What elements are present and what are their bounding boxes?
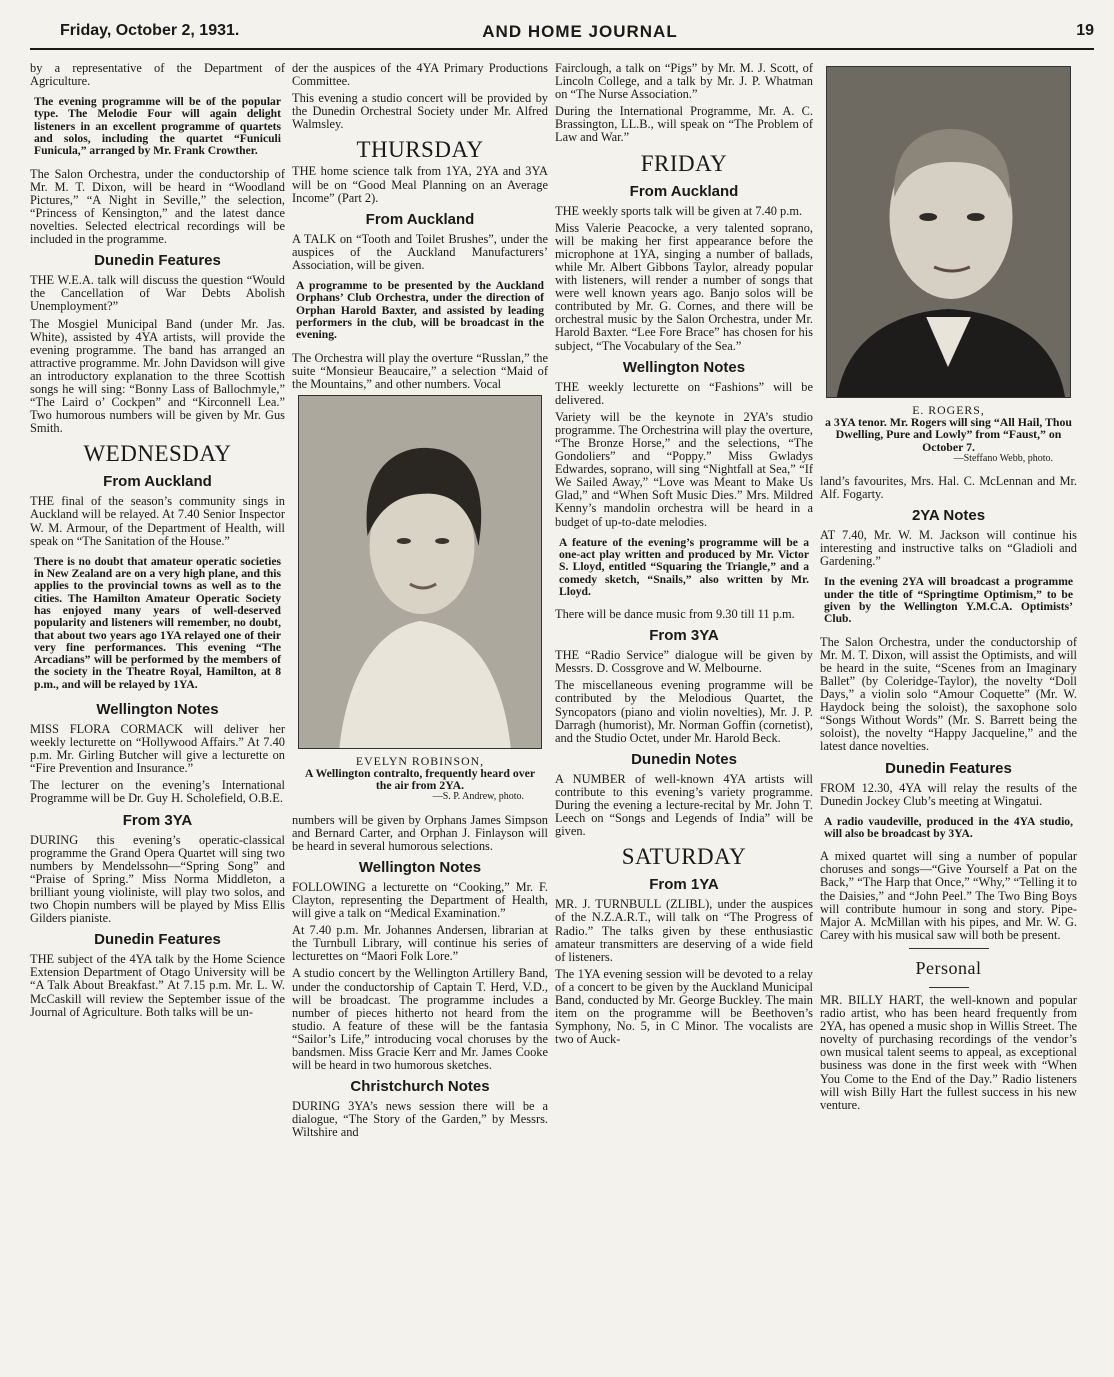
paragraph: THE final of the season’s community sings in Auckland will be relayed. At 7.40 Senior Inspector W. M. Armour, of the Department of Health, will speak on “The Sanitation of the House.” (30, 494, 285, 548)
paragraph: THE “Radio Service” dialogue will be given by Messrs. D. Cossgrove and W. Melbourne. (555, 648, 813, 676)
paragraph: FOLLOWING a lecturette on “Cooking,” Mr. F. Clayton, representing the Department of Health, will give a talk on “Medical Examination.” (292, 879, 548, 921)
paragraph: MR. J. TURNBULL (ZLIBL), under the auspices of the N.Z.A.R.T., will talk on “The Progress of Radio.” The talks given by these enthusiastic amateur transmitters are deserving of a wide field of listeners. (555, 897, 813, 964)
paragraph: AT 7.40, Mr. W. M. Jackson will continue his interesting and instructive talks on “Gladioli and Gardening.” (820, 528, 1077, 569)
paragraph: During the International Programme, Mr. A. C. Brassington, LL.B., will speak on “The Problem of Law and War.” (555, 104, 813, 145)
paragraph: A NUMBER of well-known 4YA artists will contribute to this evening’s variety programme. During the evening a lecture-recital by Mr. John T. Leech on “Songs and Legends of India” will be given. (555, 771, 813, 839)
paragraph: There will be dance music from 9.30 till 11 p.m. (555, 607, 795, 622)
column-1 (30, 62, 285, 1023)
bold-note: In the evening 2YA will broadcast a programme under the title of “Springtime Optimism,” to be given by the Wellington Y.M.C.A. Optimists’ Club. (824, 575, 1073, 626)
caption-name: EVELYN ROBINSON, (355, 753, 485, 768)
portrait-illustration (299, 396, 541, 748)
portrait-photo-evelyn-robinson (298, 395, 542, 749)
section-heading: Dunedin Features (94, 931, 221, 949)
paragraph: The miscellaneous evening programme will be contributed by the Melodious Quartet, the Syncopators (piano and violin novelties), Mr. J. P. Darragh (humorist), Mr. Norman Goffin (cornetist), and the Studio Octet, under Mr. Harold Beck. (555, 678, 813, 745)
section-heading: Dunedin Features (94, 252, 221, 270)
section-heading: Dunedin Features (885, 759, 1012, 777)
section-heading: From 3YA (122, 811, 193, 829)
paragraph: DURING this evening’s operatic-classical programme the Grand Opera Quartet will sing two numbers by Mendelssohn—“Spring Song” and “Praise of Spring.” Miss Norma Middleton, a brilliant young violiniste, will play two solos, and two Chopin numbers will be played by Miss Ellis Gilders pianiste. (30, 832, 285, 926)
paragraph: At 7.40 p.m. Mr. Johannes Andersen, librarian at the Turnbull Library, will continue his series of lecturettes on “Maori Folk Lore.” (292, 923, 548, 964)
paragraph: der the auspices of the 4YA Primary Productions Committee. (292, 61, 548, 89)
caption-credit: —S. P. Andrew, photo. (432, 791, 524, 803)
paragraph: The Salon Orchestra, under the conductorship of Mr. M. T. Dixon, will assist the Optimists, and will be heard in the suite, “Scenes from an Imaginary Ballet” (by Coleridge-Taylor), the novelty “Doll Days,” a violin solo “Amour Coquette” (Mr. W. Haydock being the soloist), the saxophone solo “Songs Without Words” (Mr. S. Barrett being the soloist), the novelty “Happy Jacqueline,” and the latest dance novelties. (820, 634, 1077, 754)
section-heading: Christchurch Notes (350, 1078, 490, 1096)
portrait-photo-e-rogers (826, 66, 1071, 398)
page-number: 19 (1076, 22, 1094, 39)
day-heading-wednesday: WEDNESDAY (83, 441, 232, 467)
section-heading: From 1YA (649, 876, 719, 894)
paragraph: The lecturer on the evening’s International Programme will be Dr. Guy H. Scholefield, O.B.E. (30, 778, 285, 806)
caption-text: A Wellington contralto, frequently heard over the air from 2YA. (304, 766, 536, 793)
day-heading-thursday: THURSDAY (356, 137, 484, 163)
paragraph: MR. BILLY HART, the well-known and popular radio artist, who has been heard frequently from 2YA, has opened a music shop in Willis Street. The novelty of purchasing recordings of the vendor’s own musical talent seems to appeal, as exceptional business was done in the first week with “When You Come to the End of the Day.” Radio listeners will wish Billy Hart the fullest success in his new venture. (820, 992, 1077, 1112)
section-heading-personal: Personal (915, 957, 982, 978)
paragraph: THE home science talk from 1YA, 2YA and 3YA will be on “Good Meal Planning on an Average Income” (Part 2). (292, 164, 548, 205)
divider (929, 987, 969, 988)
paragraph: land’s favourites, Mrs. Hal. C. McLennan and Mr. Alf. Fogarty. (820, 474, 1077, 502)
caption-credit: —Steffano Webb, photo. (953, 452, 1053, 464)
photo-caption (824, 404, 1073, 465)
section-heading: From Auckland (629, 182, 739, 200)
paragraph: The Salon Orchestra, under the conductorship of Mr. M. T. Dixon, will be heard in “Woodland Pictures,” “A Night in Seville,” the selection, “Princess of Kensington,” and the latest dance novelties. Selected electrical recordings will be included in the programme. (30, 166, 285, 247)
paragraph: THE weekly lecturette on “Fashions” will be delivered. (555, 379, 813, 407)
section-heading: Wellington Notes (96, 701, 219, 718)
section-heading: From Auckland (103, 473, 212, 491)
paragraph: THE weekly sports talk will be given at 7.40 p.m. (555, 203, 803, 218)
paragraph: by a representative of the Department of Agriculture. (30, 61, 285, 89)
section-heading: Wellington Notes (622, 358, 746, 376)
day-heading-saturday: SATURDAY (621, 844, 747, 870)
masthead (30, 22, 1094, 50)
paragraph: THE W.E.A. talk will discuss the question “Would the Cancellation of War Debts Abolish Unemployment?” (30, 273, 285, 314)
paragraph: A TALK on “Tooth and Toilet Brushes”, under the auspices of the Auckland Manufacturers’ Association, will be given. (292, 231, 548, 272)
paragraph: This evening a studio concert will be provided by the Dunedin Orchestral Society under Mr. Alfred Walmsley. (292, 91, 548, 132)
divider (909, 948, 989, 949)
paragraph: FROM 12.30, 4YA will relay the results of the Dunedin Jockey Club’s meeting at Wingatui. (820, 780, 1077, 808)
paragraph: Variety will be the keynote in 2YA’s studio programme. The Orchestrina will play the overture, “The Bronze Horse,” and the selections, “The Gondoliers” and “Poppy.” Miss Gwladys Edwardes, soprano, will sing “Nightfall at Sea,” “If We Sailed Away,” “Love was Meant to Make Us Glad,” and “When Soft Music Dies.” Mrs. Mildred Kenny’s mandolin orchestra will be heard in a budget of up-to-date melodies. (555, 409, 813, 529)
paragraph: The 1YA evening session will be devoted to a relay of a concert to be given by the Auckland Municipal Band, conducted by Mr. George Buckley. The main item on the programme will be Beethoven’s Symphony, No. 5, in C Minor. The vocalists are two of Auck- (555, 966, 813, 1047)
paragraph: A studio concert by the Wellington Artillery Band, under the conductorship of Captain T. Herd, V.D., will be broadcast. The programme includes a number of pieces hitherto not heard from the studio. A feature of these will be the fantasia “Sailor’s Life,” introducing vocal choruses by the bandsmen. Miss Gracie Kerr and Mr. James Cooke will be heard in two humorous sketches. (292, 966, 548, 1073)
paragraph: DURING 3YA’s news session there will be a dialogue, “The Story of the Garden,” by Messrs. Wiltshire and (292, 1099, 548, 1140)
portrait-illustration (827, 67, 1070, 397)
column-2 (292, 62, 548, 1143)
paragraph: A mixed quartet will sing a number of popular choruses and songs—“Give Yourself a Pat on the Back,” “The Harp that Once,” “Why,” “Telling it to the Daisies,” and “John Peel.” The Two Bing Boys will contribute humour in song and story. Pipe-Major A. McMillan with his pipes, and Mr. W. G. Carey with his musical saw will both be present. (820, 849, 1077, 942)
section-heading: Wellington Notes (358, 858, 482, 876)
section-heading: 2YA Notes (911, 507, 986, 525)
caption-name: E. ROGERS, (912, 403, 985, 417)
paragraph: Fairclough, a talk on “Pigs” by Mr. M. J. Scott, of Lincoln College, and a talk by Mr. J. P. Whatman on “The Nurse Association.” (555, 61, 813, 102)
section-heading: From 3YA (649, 627, 719, 645)
paragraph: THE subject of the 4YA talk by the Home Science Extension Department of Otago University will be “A Talk About Breakfast.” At 7.15 p.m. Mr. L. W. McCaskill will review the September issue of the Journal of Agriculture. Both talks will be un- (30, 952, 285, 1019)
day-heading-friday: FRIDAY (640, 150, 728, 176)
caption-text: a 3YA tenor. Mr. Rogers will sing “All Hail, Thou Dwelling, Pure and Lowly” from “Faust,” on October 7. (825, 415, 1072, 454)
issue-date: Friday, October 2, 1931. (60, 22, 240, 39)
paragraph: Miss Valerie Peacocke, a very talented soprano, will be making her first appearance before the microphone at 1YA, singing a number of ballads, while Mr. Albert Gibbons Taylor, already popular with listeners, will render a number of songs that were well known years ago. Banjo solos will be contributed by Mr. G. Cornes, and there will be orchestral music by the Salon Orchestra, under Mr. Harold Baxter. “Lee Fore Brace” has chosen for his subject, “The Vocabulary of the Sea.” (555, 220, 813, 353)
photo-caption (296, 755, 544, 804)
paragraph: The Orchestra will play the overture “Russlan,” the suite “Monsieur Beaucaire,” a selection “Maid of the Mountains,” and other numbers. Vocal (292, 350, 548, 391)
journal-title: AND HOME JOURNAL (482, 22, 678, 41)
bold-note: A feature of the evening’s programme will be a one-act play written and produced by Mr. Victor S. Lloyd, entitled “Squaring the Triangle,” and a comedy sketch, “Snails,” also written by Mr. Lloyd. (559, 535, 809, 598)
paragraph: MISS FLORA CORMACK will deliver her weekly lecturette on “Hollywood Affairs.” At 7.40 p.m. Mr. Girling Butcher will give a lecturette on “Fire Prevention and Insurance.” (30, 722, 285, 776)
column-3 (555, 62, 813, 1050)
section-heading: Dunedin Notes (631, 750, 737, 768)
section-heading: From Auckland (365, 210, 475, 228)
bold-note: There is no doubt that amateur operatic societies in New Zealand are on a very high plane, and this applies to the provincial towns as well as to the cities. The Hamilton Amateur Operatic Society has enjoyed many years of well-deserved popularity and listeners will remember, no doubt, that about two years ago 1YA relayed one of their very fine performances. This evening “The Arcadians” will be performed by the members of the society in the Theatre Royal, Hamilton, at 8 p.m., and will be relayed by 1YA. (34, 554, 281, 691)
bold-note: A radio vaudeville, produced in the 4YA studio, will also be broadcast by 3YA. (824, 814, 1073, 840)
paragraph: numbers will be given by Orphans James Simpson and Bernard Carter, and Orphan J. Finlayson will be heard in several humorous selections. (292, 812, 548, 853)
column-4 (820, 62, 1077, 1116)
paragraph: The Mosgiel Municipal Band (under Mr. Jas. White), assisted by 4YA artists, will provide the evening programme. The band has arranged an attractive programme. Mr. John Davidson will give an introductory explanation to the three Scottish songs he will sing: “Bonny Lass of Ballochmyle,” “The Laird o’ Cockpen” and “Kirconnell Lea.” Two humorous numbers will be given by Mr. Gus Smith. (30, 316, 285, 436)
bold-note: A programme to be presented by the Auckland Orphans’ Club Orchestra, under the direction of Orphan Harold Baxter, and assisted by leading performers in the club, will be broadcast in the evening. (296, 279, 544, 342)
bold-note: The evening programme will be of the popular type. The Melodie Four will again delight listeners in an excellent programme of quartets and solos, including the quartet “Funiculi Funicula,” arranged by Mr. Frank Crowther. (34, 95, 281, 158)
